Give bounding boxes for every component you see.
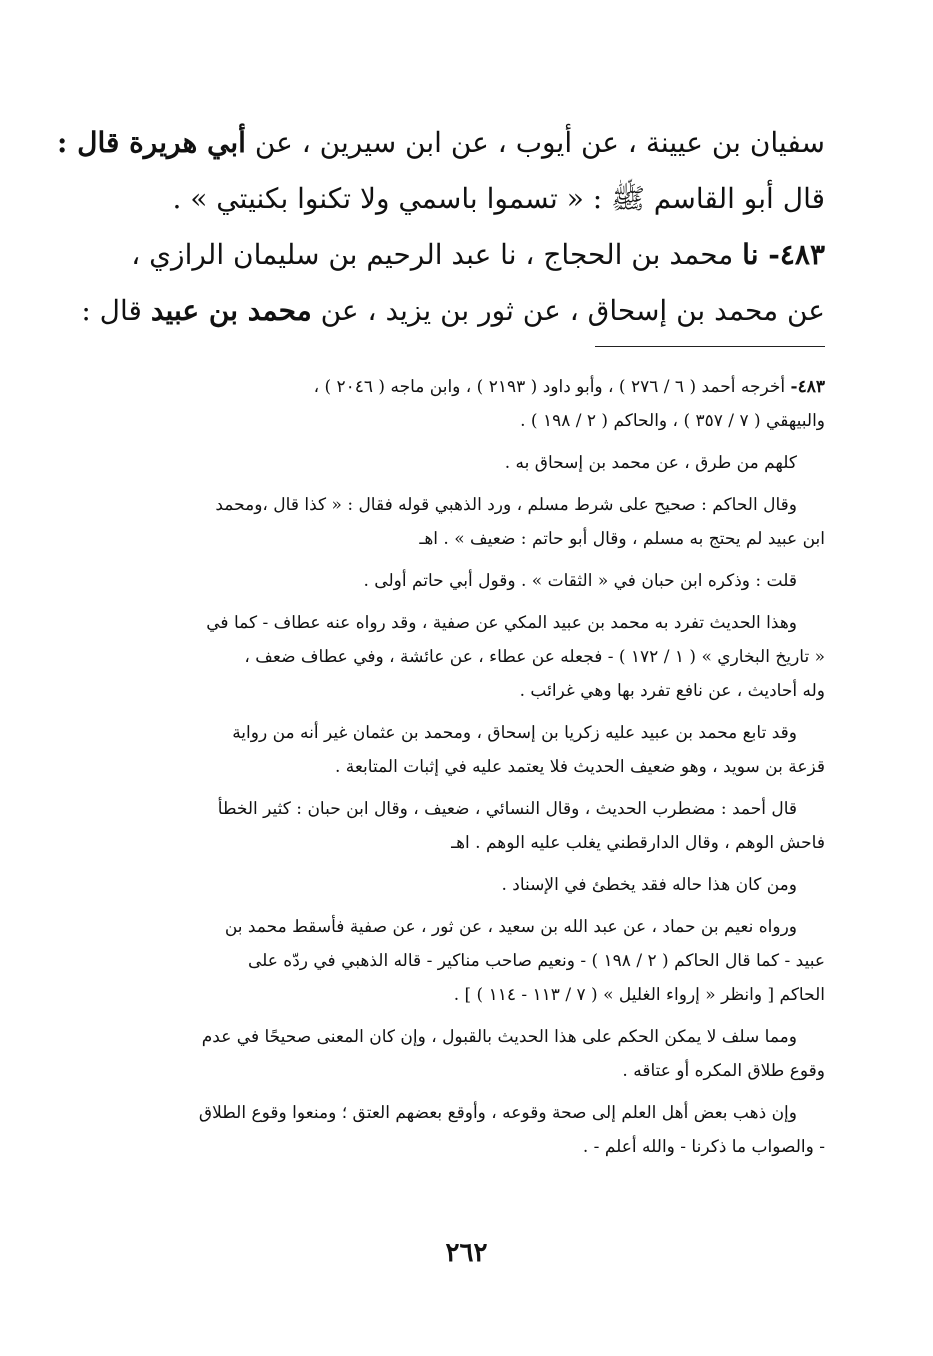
note-line-8: « تاريخ البخاري » ( ١ / ١٧٢ ) - فجعله عن عطاء ، عن عائشة ، وفي عطاف ضعف ، — [244, 647, 825, 667]
note-line-3: كلهم من طرق ، عن محمد بن إسحاق به . — [504, 453, 797, 473]
note-line-16: عبيد - كما قال الحاكم ( ٢ / ١٩٨ ) - ونعيم صاحب مناكير - قاله الذهبي في ردّه على — [247, 951, 825, 971]
note-line-13: فاحش الوهم ، وقال الدارقطني يغلب عليه الوهم . اهـ — [451, 833, 825, 853]
main-line-1 — [57, 115, 825, 171]
footnote-separator — [595, 346, 825, 347]
note-line-1 — [110, 370, 825, 404]
footnote-number: ٤٨٣- — [790, 377, 825, 397]
hadith-text — [57, 115, 825, 339]
note-line-21: - والصواب ما ذكرنا - والله أعلم - . — [582, 1137, 825, 1157]
main-line-2: قال أبو القاسم ﷺ : « تسموا باسمي ولا تكنوا بكنيتي » . — [172, 182, 825, 215]
note-line-20: وإن ذهب بعض أهل العلم إلى صحة وقوعه ، وأوقع بعضهم العتق ؛ ومنعوا وقوع الطلاق — [198, 1103, 797, 1123]
note-line-1-text: أخرجه أحمد ( ٦ / ٢٧٦ ) ، وأبو داود ( ٢١٩٣ ) ، وابن ماجه ( ٢٠٤٦ ) ، — [313, 377, 791, 397]
page-number: ٢٦٢ — [445, 1238, 488, 1268]
main-line-4-end: قال : — [81, 294, 151, 327]
main-line-1-text: سفيان بن عيينة ، عن أيوب ، عن ابن سيرين ، عن — [245, 126, 825, 159]
note-line-5: ابن عبيد لم يحتج به مسلم ، وقال أبو حاتم : ضعيف » . اهـ — [419, 529, 825, 549]
note-line-17: الحاكم [ وانظر « إرواء الغليل » ( ٧ / ١١٣ - ١١٤ ) ] . — [453, 985, 825, 1005]
narrator-name: أبي هريرة قال : — [57, 126, 246, 159]
main-line-3 — [110, 227, 825, 283]
note-line-11: قزعة بن سويد ، وهو ضعيف الحديث فلا يعتمد عليه في إثبات المتابعة . — [334, 757, 825, 777]
narrator-name-2: محمد بن عبيد — [150, 294, 312, 327]
note-line-9: وله أحاديث ، عن نافع تفرد بها وهي غرائب . — [519, 681, 825, 701]
note-line-10: وقد تابع محمد بن عبيد عليه زكريا بن إسحاق ، ومحمد بن عثمان غير أنه من رواية — [232, 723, 797, 743]
hadith-number: ٤٨٣- نا — [742, 238, 825, 271]
note-line-19: وقوع طلاق المكره أو عتاقه . — [622, 1061, 825, 1081]
footnotes — [110, 370, 825, 1164]
main-line-4 — [81, 283, 825, 339]
note-line-14: ومن كان هذا حاله فقد يخطئ في الإسناد . — [501, 875, 797, 895]
main-line-3-text: محمد بن الحجاج ، نا عبد الرحيم بن سليمان الرازي ، — [131, 238, 743, 271]
note-line-15: ورواه نعيم بن حماد ، عن عبد الله بن سعيد ، عن ثور ، عن صفية فأسقط محمد بن — [224, 917, 797, 937]
note-line-7: وهذا الحديث تفرد به محمد بن عبيد المكي عن صفية ، وقد رواه عنه عطاف - كما في — [206, 613, 797, 633]
note-line-4: وقال الحاكم : صحيح على شرط مسلم ، ورد الذهبي قوله فقال : « كذا قال ،ومحمد — [215, 495, 797, 515]
note-line-2: والبيهقي ( ٧ / ٣٥٧ ) ، والحاكم ( ٢ / ١٩٨ ) . — [520, 411, 825, 431]
note-line-18: ومما سلف لا يمكن الحكم على هذا الحديث بالقبول ، وإن كان المعنى صحيحًا في عدم — [201, 1027, 797, 1047]
note-line-12: قال أحمد : مضطرب الحديث ، وقال النسائي ، ضعيف ، وقال ابن حبان : كثير الخطأ — [217, 799, 797, 819]
main-line-4-text: عن محمد بن إسحاق ، عن ثور بن يزيد ، عن — [311, 294, 825, 327]
note-line-6: قلت : وذكره ابن حبان في « الثقات » . وقول أبي حاتم أولى . — [363, 571, 797, 591]
